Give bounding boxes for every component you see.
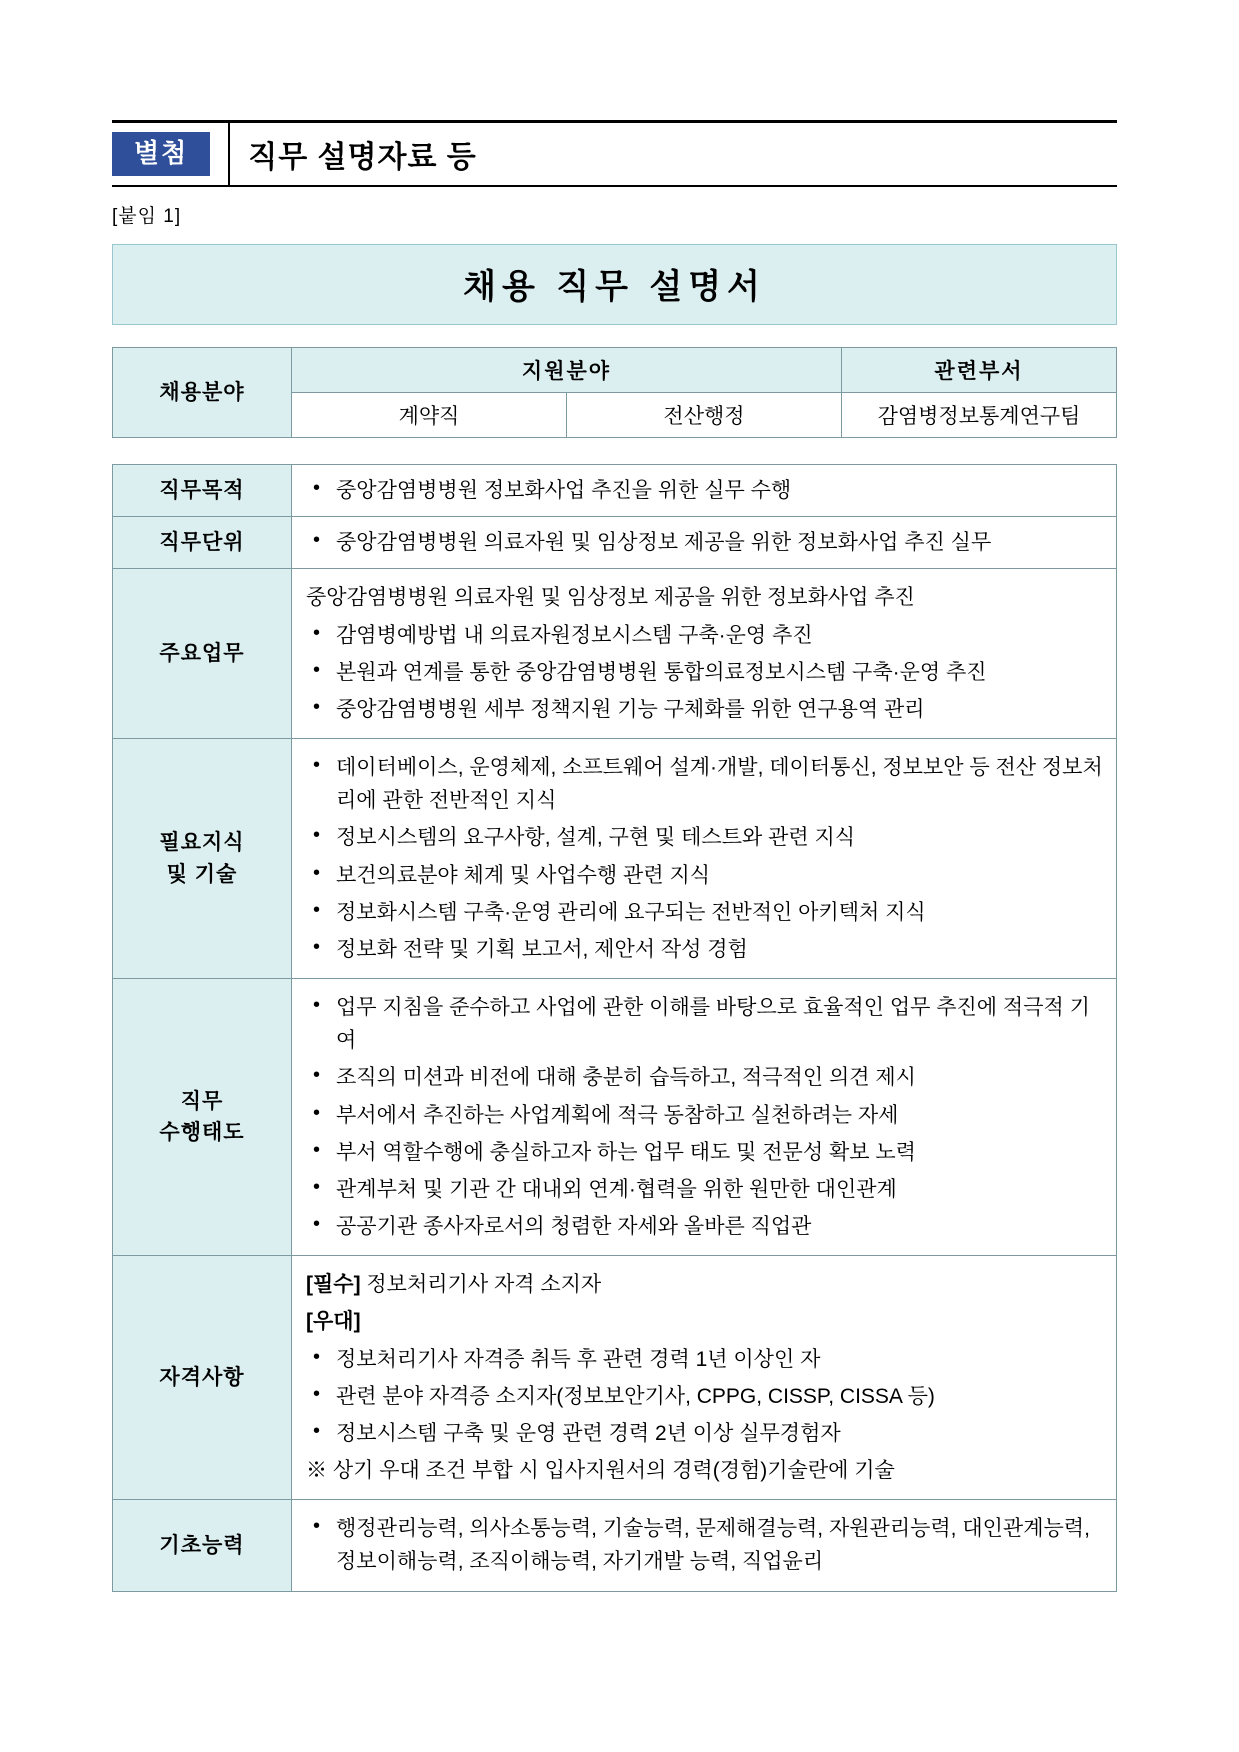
row-label-purpose: 직무목적 [113,465,292,517]
label-line-2: 수행태도 [159,1121,245,1145]
row-value-knowledge-skills [292,739,1117,979]
row-label-knowledge-skills [113,739,292,979]
table-row-unit [113,517,1117,569]
row-label-unit: 직무단위 [113,517,292,569]
value-department: 감염병정보통계연구팀 [842,393,1117,438]
table-row-qualifications [113,1256,1117,1500]
attachment-tag: 별첨 [112,132,210,175]
row-label-recruitment-field: 채용분야 [113,348,292,438]
recruitment-field-table [112,347,1117,438]
col-header-application-field: 지원분야 [292,348,842,393]
list-item: • 정보시스템 구축 및 운영 관련 경력 2년 이상 실무경험자 [306,1417,1104,1450]
header-band [112,120,1117,187]
row-label-main-duties: 주요업무 [113,569,292,739]
list-item: • 보건의료분야 체계 및 사업수행 관련 지식 [306,859,1104,892]
header-title: 직무 설명자료 등 [248,141,477,174]
row-label-qualifications: 자격사항 [113,1256,292,1500]
list-item: • 부서 역할수행에 충실하고자 하는 업무 태도 및 전문성 확보 노력 [306,1136,1104,1169]
value-employment-type: 계약직 [292,393,567,438]
row-label-basic-competency: 기초능력 [113,1500,292,1591]
list-item: • 부서에서 추진하는 사업계획에 적극 동참하고 실천하려는 자세 [306,1099,1104,1132]
label-line-2: 및 기술 [166,862,238,886]
qualification-note: ※ 상기 우대 조건 부합 시 입사지원서의 경력(경험)기술란에 기술 [306,1459,895,1483]
job-description-table [112,464,1117,1592]
page-title: 채용 직무 설명서 [112,244,1117,325]
row-value-unit [292,517,1117,569]
list-item: • 행정관리능력, 의사소통능력, 기술능력, 문제해결능력, 자원관리능력, 대인관계능력, 정보이해능력, 조직이해능력, 자기개발 능력, 직업윤리 [306,1512,1104,1578]
label-line-1: 직무 [180,1089,224,1113]
table-row-knowledge-skills [113,739,1117,979]
preferred-tag: [우대] [306,1310,361,1334]
list-item: • 정보시스템의 요구사항, 설계, 구현 및 테스트와 관련 지식 [306,821,1104,854]
table-row-main-duties [113,569,1117,739]
row-value-qualifications [292,1256,1117,1500]
row-value-main-duties [292,569,1117,739]
list-item: • 중앙감염병병원 정보화사업 추진을 위한 실무 수행 [306,474,1104,507]
list-item: • 감염병예방법 내 의료자원정보시스템 구축·운영 추진 [306,619,1104,652]
list-item: • 데이터베이스, 운영체제, 소프트웨어 설계·개발, 데이터통신, 정보보안 등 전산 정보처리에 관한 전반적인 지식 [306,751,1104,817]
list-item: • 조직의 미션과 비전에 대해 충분히 습득하고, 적극적인 의견 제시 [306,1061,1104,1094]
table-row-work-attitude [113,979,1117,1256]
list-item: • 정보화 전략 및 기획 보고서, 제안서 작성 경험 [306,933,1104,966]
table-row [113,348,1117,393]
required-tag: [필수] [306,1273,361,1297]
document-content [112,120,1117,1592]
list-item: • 공공기관 종사자로서의 청렴한 자세와 올바른 직업관 [306,1210,1104,1243]
row-label-work-attitude [113,979,292,1256]
lead-text: 중앙감염병병원 의료자원 및 임상정보 제공을 위한 정보화사업 추진 [306,586,915,610]
row-value-work-attitude [292,979,1117,1256]
list-item: • 중앙감염병병원 의료자원 및 임상정보 제공을 위한 정보화사업 추진 실무 [306,526,1104,559]
table-row-basic-competency [113,1500,1117,1591]
row-value-purpose [292,465,1117,517]
required-text: 정보처리기사 자격 소지자 [360,1273,602,1297]
col-header-related-department: 관련부서 [842,348,1117,393]
list-item: • 정보처리기사 자격증 취득 후 관련 경력 1년 이상인 자 [306,1343,1104,1376]
required-line [306,1268,1104,1301]
table-row-purpose [113,465,1117,517]
value-field: 전산행정 [567,393,842,438]
list-item: • 본원과 연계를 통한 중앙감염병병원 통합의료정보시스템 구축·운영 추진 [306,656,1104,689]
row-value-basic-competency [292,1500,1117,1591]
list-item: • 관계부처 및 기관 간 대내외 연계·협력을 위한 원만한 대인관계 [306,1173,1104,1206]
label-line-1: 필요지식 [159,831,245,855]
attachment-label: [붙임 1] [112,206,182,227]
list-item: • 중앙감염병병원 세부 정책지원 기능 구체화를 위한 연구용역 관리 [306,693,1104,726]
list-item: • 정보화시스템 구축·운영 관리에 요구되는 전반적인 아키텍처 지식 [306,896,1104,929]
list-item: • 업무 지침을 준수하고 사업에 관한 이해를 바탕으로 효율적인 업무 추진에 적극적 기여 [306,991,1104,1057]
list-item: • 관련 분야 자격증 소지자(정보보안기사, CPPG, CISSP, CISSA 등) [306,1380,1104,1413]
header-divider [228,123,230,185]
